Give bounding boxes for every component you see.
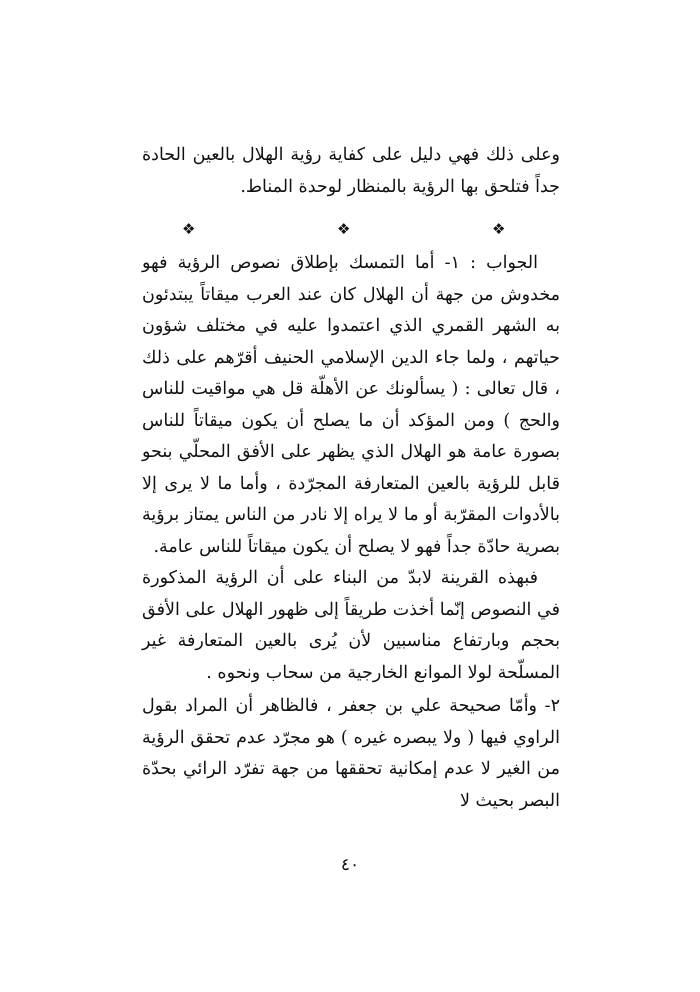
diamond-ornament-icon: ❖ <box>492 220 506 238</box>
intro-section <box>142 140 560 203</box>
answer-paragraph-2: فبهذه القرينة لابدّ من البناء على أن الرؤية المذكورة في النصوص إنّما أخذت طريقاً إلى ظهور الهلال على الأفق بحجم وبارتفاع مناسبين لأن يُرى بالعين المتعارفة غير المسلّحة لولا الموانع الخارجية من سحاب ونحوه . <box>142 568 560 683</box>
page-number: ٤٠ <box>340 855 360 875</box>
answer-paragraph-1: الجواب : ١- أما التمسك بإطلاق نصوص الرؤية فهو مخدوش من جهة أن الهلال كان عند العرب ميقاتاً يبتدئون به الشهر القمري الذي اعتمدوا عليه في مختلف شؤون حياتهم ، ولما جاء الدين الإسلامي الحنيف أقرّهم على ذلك ، قال تعالى : ( يسألونك عن الأهلّة قل هي مواقيت للناس والحج ) ومن المؤكد أن ما يصلح أن يكون ميقاتاً للناس بصورة عامة هو الهلال الذي يظهر على الأفق المحلّي بنحو قابل للرؤية بالعين المتعارفة المجرّدة ، وأما ما لا يرى إلا بالأدوات المقرّبة أو ما لا يراه إلا نادر من الناس يمتاز برؤية بصرية حادّة جداً فهو لا يصلح أن يكون ميقاتاً للناس عامة. <box>142 253 560 557</box>
answer-paragraph-3: ٢- وأمّا صحيحة علي بن جعفر ، فالظاهر أن المراد بقول الراوي فيها ( ولا يبصره غيره ) هو مجرّد عدم تحقق الرؤية من الغير لا عدم إمكانية تحققها من جهة تفرّد الرائي بحدّة البصر بحيث لا <box>142 696 560 811</box>
diamond-ornament-icon: ❖ <box>182 220 196 238</box>
answer-section <box>142 248 560 817</box>
section-separator <box>142 218 560 240</box>
diamond-ornament-icon: ❖ <box>337 220 351 238</box>
intro-paragraph: وعلى ذلك فهي دليل على كفاية رؤية الهلال بالعين الحادة جداً فتلحق بها الرؤية بالمنظار لوحدة المناط. <box>142 145 560 197</box>
